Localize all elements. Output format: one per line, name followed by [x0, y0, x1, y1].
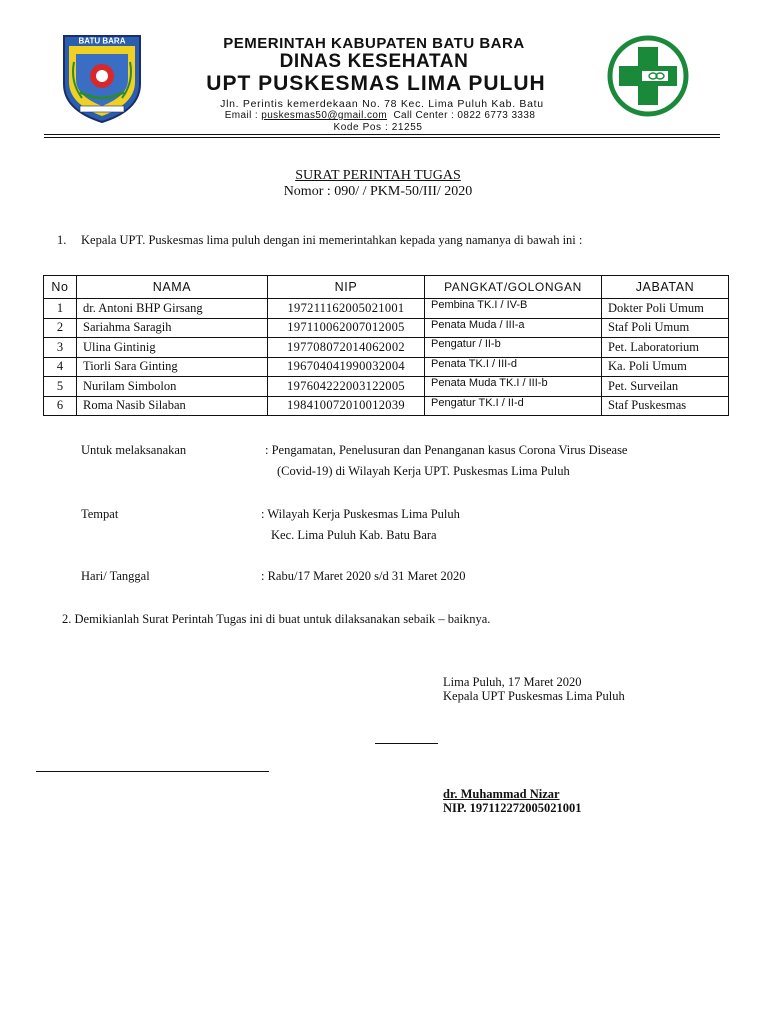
header-rule-thin — [44, 137, 720, 138]
cell-nama: Ulina Gintinig — [77, 338, 268, 358]
puskesmas-cross-icon — [605, 33, 691, 119]
cell-jabatan: Dokter Poli Umum — [602, 299, 729, 319]
date-label: Hari/ Tanggal — [81, 569, 150, 583]
cell-nama: Sariahma Saragih — [77, 318, 268, 338]
cell-nama: dr. Antoni BHP Girsang — [77, 299, 268, 319]
emblem-text: BATU BARA — [78, 36, 126, 46]
cell-pangkat: Penata Muda / III-a — [425, 318, 602, 338]
cell-pangkat: Pengatur TK.I / II-d — [425, 396, 602, 416]
cell-pangkat: Penata Muda TK.I / III-b — [425, 377, 602, 397]
table-row — [44, 396, 729, 416]
signature-position: Kepala UPT Puskesmas Lima Puluh — [443, 689, 625, 703]
table-row — [44, 318, 729, 338]
date-value: : Rabu/17 Maret 2020 s/d 31 Maret 2020 — [261, 569, 466, 583]
cell-no: 1 — [44, 299, 77, 319]
col-header-nama: NAMA — [77, 276, 268, 299]
table-header-row — [44, 276, 729, 299]
email-link[interactable]: puskesmas50@gmail.com — [261, 110, 388, 121]
purpose-line2: (Covid-19) di Wilayah Kerja UPT. Puskesmas Lima Puluh — [277, 464, 570, 478]
col-header-nip: NIP — [268, 276, 425, 299]
left-rule — [36, 771, 269, 772]
purpose-label: Untuk melaksanakan — [81, 443, 187, 457]
table-row — [44, 357, 729, 377]
call-center: Call Center : 0822 6773 3338 — [393, 110, 536, 121]
unit-name: UPT PUSKESMAS LIMA PULUH — [206, 72, 546, 95]
letter-title: SURAT PERINTAH TUGAS — [295, 168, 461, 183]
signatory-name: dr. Muhammad Nizar — [443, 787, 560, 801]
cell-jabatan: Pet. Surveilan — [602, 377, 729, 397]
cell-nama: Nurilam Simbolon — [77, 377, 268, 397]
col-header-pangkat: PANGKAT/GOLONGAN — [425, 276, 602, 299]
cell-pangkat: Penata TK.I / III-d — [425, 357, 602, 377]
point1-text: Kepala UPT. Puskesmas lima puluh dengan ini memerintahkan kepada yang namanya di bawah ini : — [81, 233, 583, 247]
cell-jabatan: Staf Puskesmas — [602, 396, 729, 416]
department-name: DINAS KESEHATAN — [279, 51, 469, 72]
cell-no: 5 — [44, 377, 77, 397]
email-label: Email : — [224, 110, 259, 121]
purpose-line1: : Pengamatan, Penelusuran dan Penanganan kasus Corona Virus Disease — [265, 443, 628, 457]
cell-no: 4 — [44, 357, 77, 377]
postal-code: Kode Pos : 21255 — [333, 122, 423, 133]
personnel-table — [43, 275, 729, 416]
cell-nip: 197708072014062002 — [268, 338, 425, 358]
signatory-nip: NIP. 197112272005021001 — [443, 801, 582, 815]
letter-number: Nomor : 090/ / PKM-50/III/ 2020 — [283, 184, 473, 199]
cell-nip: 197604222003122005 — [268, 377, 425, 397]
cell-jabatan: Pet. Laboratorium — [602, 338, 729, 358]
address-line: Jln. Perintis kemerdekaan No. 78 Kec. Lima Puluh Kab. Batu — [220, 98, 544, 110]
cell-nip: 196704041990032004 — [268, 357, 425, 377]
cell-no: 2 — [44, 318, 77, 338]
cell-pangkat: Pengatur / II-b — [425, 338, 602, 358]
cell-nama: Roma Nasib Silaban — [77, 396, 268, 416]
cell-pangkat: Pembina TK.I / IV-B — [425, 299, 602, 319]
point1-number: 1. — [57, 233, 67, 247]
header-rule — [44, 134, 720, 135]
cell-nip: 198410072010012039 — [268, 396, 425, 416]
place-line2: Kec. Lima Puluh Kab. Batu Bara — [271, 528, 437, 542]
place-label: Tempat — [81, 507, 119, 521]
col-header-jabatan: JABATAN — [602, 276, 729, 299]
signature-place-date: Lima Puluh, 17 Maret 2020 — [443, 675, 582, 689]
government-name: PEMERINTAH KABUPATEN BATU BARA — [223, 35, 525, 52]
cell-no: 3 — [44, 338, 77, 358]
cell-nip: 197110062007012005 — [268, 318, 425, 338]
place-line1: : Wilayah Kerja Puskesmas Lima Puluh — [261, 507, 460, 521]
short-rule — [375, 743, 438, 744]
cell-jabatan: Ka. Poli Umum — [602, 357, 729, 377]
cell-nama: Tiorli Sara Ginting — [77, 357, 268, 377]
point2-text: 2. Demikianlah Surat Perintah Tugas ini di buat untuk dilaksanakan sebaik – baiknya. — [62, 612, 491, 626]
cell-jabatan: Staf Poli Umum — [602, 318, 729, 338]
table-row — [44, 299, 729, 319]
col-header-no: No — [44, 276, 77, 299]
table-row — [44, 338, 729, 358]
table-row — [44, 377, 729, 397]
cell-nip: 197211162005021001 — [268, 299, 425, 319]
cell-no: 6 — [44, 396, 77, 416]
